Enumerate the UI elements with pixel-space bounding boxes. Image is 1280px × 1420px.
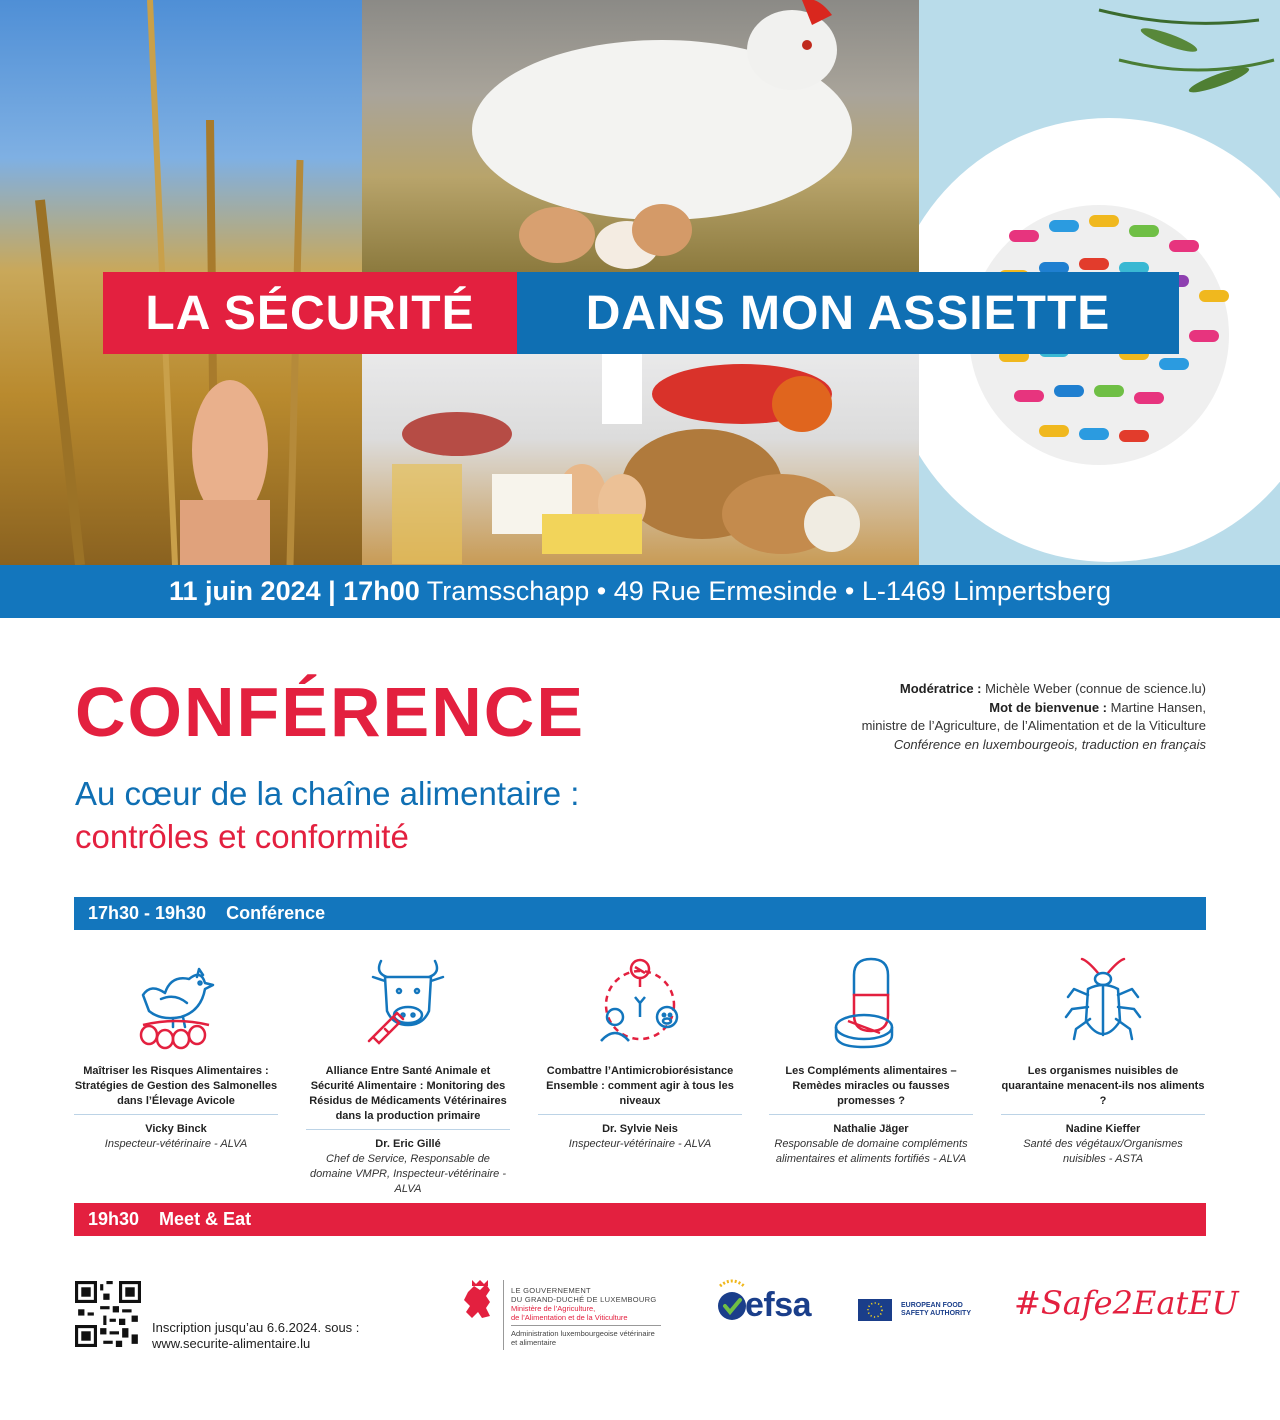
- gov-line-3: Ministère de l’Agriculture,: [511, 1304, 596, 1313]
- efsa-authority-line-1: EUROPEAN FOOD: [901, 1302, 963, 1309]
- divider: [503, 1280, 504, 1350]
- talk-item: [74, 955, 278, 1152]
- gov-line-4: de l’Alimentation et de la Viticulture: [511, 1313, 628, 1322]
- gov-line-6: et alimentaire: [511, 1338, 557, 1347]
- welcome-value: Martine Hansen,: [1107, 699, 1206, 715]
- event-meta: [646, 680, 1206, 754]
- qr-code[interactable]: [75, 1281, 141, 1347]
- moderator-label: Modératrice :: [899, 681, 982, 696]
- one-health-icon: [595, 955, 685, 1050]
- divider: [306, 1129, 510, 1130]
- talk-item: [538, 955, 742, 1152]
- welcome-role: ministre de l’Agriculture, de l’Alimentation et de la Viticulture: [861, 718, 1206, 733]
- talk-title: Combattre l’Antimicrobiorésistance Ensemble : comment agir à tous les niveaux: [546, 1065, 734, 1107]
- language-note: Conférence en luxembourgeois, traduction en français: [893, 736, 1206, 752]
- moderator-value: Michèle Weber (connue de science.lu): [981, 681, 1206, 696]
- divider: [769, 1114, 973, 1115]
- talk-title: Maîtriser les Risques Alimentaires : Stratégies de Gestion des Salmonelles dans l’Élevage Avicole: [74, 1065, 278, 1107]
- luxembourg-lion-logo: [460, 1278, 500, 1358]
- talk-speaker: Vicky Binck: [145, 1123, 207, 1135]
- divider: [511, 1325, 661, 1326]
- meet-eat-bar: [74, 1203, 1206, 1236]
- registration-link[interactable]: www.securite-alimentaire.lu: [152, 1336, 311, 1351]
- event-date: 11 juin 2024 | 17h00: [169, 576, 420, 606]
- moderator-line: [646, 680, 1206, 699]
- session-label: Conférence: [226, 903, 326, 923]
- session-time: 17h30 - 19h30: [88, 903, 207, 923]
- talk-speaker: Nadine Kieffer: [1065, 1123, 1141, 1135]
- session-bar: [74, 897, 1206, 930]
- beetle-icon: [1058, 955, 1148, 1050]
- talk-speaker: Dr. Eric Gillé: [375, 1138, 441, 1150]
- efsa-authority-line-2: SAFETY AUTHORITY: [901, 1310, 972, 1317]
- registration-deadline: Inscription jusqu’au 6.6.2024. sous :: [152, 1320, 360, 1335]
- divider: [538, 1114, 742, 1115]
- talk-item: [306, 955, 510, 1197]
- meet-label: Meet & Eat: [159, 1209, 252, 1229]
- hero-banner: [0, 0, 1280, 565]
- welcome-line: [646, 699, 1206, 718]
- registration-info: [152, 1320, 359, 1352]
- event-venue: Tramsschapp • 49 Rue Ermesinde • L-1469 Limpertsberg: [419, 576, 1111, 606]
- gov-line-5: Administration luxembourgeoise vétérinaire: [511, 1329, 655, 1338]
- talk-speaker-role: Santé des végétaux/Organismes nuisibles - ASTA: [1023, 1138, 1183, 1165]
- talk-title: Les Compléments alimentaires – Remèdes miracles ou fausses promesses ?: [785, 1065, 957, 1107]
- campaign-hashtag: #Safe2EatEU: [1014, 1284, 1239, 1322]
- hen-icon: [131, 955, 221, 1050]
- efsa-check-icon: [716, 1276, 748, 1324]
- event-info-bar: [0, 565, 1280, 618]
- talk-title: Alliance Entre Santé Animale et Sécurité Alimentaire : Monitoring des Résidus de Médicaments Vétérinaires dans la production primaire: [309, 1065, 507, 1122]
- talk-speaker-role: Chef de Service, Responsable de domaine VMPR, Inspecteur-vétérinaire - ALVA: [309, 1153, 507, 1195]
- welcome-label: Mot de bienvenue :: [989, 699, 1107, 715]
- efsa-authority-text: [901, 1302, 971, 1318]
- conference-title: CONFÉRENCE: [75, 673, 586, 751]
- title-band-left: LA SÉCURITÉ: [103, 272, 517, 354]
- title-band-right: DANS MON ASSIETTE: [517, 272, 1179, 354]
- cow-syringe-icon: [363, 955, 453, 1050]
- talk-speaker-role: Inspecteur-vétérinaire - ALVA: [568, 1138, 712, 1150]
- efsa-logo-text: efsa: [745, 1286, 812, 1324]
- conference-subtitle-line2: contrôles et conformité: [75, 818, 409, 855]
- talk-item: [1001, 955, 1205, 1167]
- talk-speaker: Nathalie Jäger: [833, 1123, 909, 1135]
- talk-speaker-role: Responsable de domaine compléments alimentaires et aliments fortifiés - ALVA: [774, 1138, 968, 1165]
- eu-flag-icon: [858, 1299, 892, 1321]
- meet-time: 19h30: [88, 1209, 140, 1229]
- talk-item: [769, 955, 973, 1167]
- government-logo-text: [511, 1286, 661, 1347]
- conference-subtitle-line1: Au cœur de la chaîne alimentaire :: [75, 775, 580, 812]
- talk-speaker: Dr. Sylvie Neis: [602, 1123, 678, 1135]
- food-assortment-photo: [362, 354, 919, 565]
- talk-speaker-role: Inspecteur-vétérinaire - ALVA: [104, 1138, 248, 1150]
- divider: [74, 1114, 278, 1115]
- divider: [1001, 1114, 1205, 1115]
- talk-title: Les organismes nuisibles de quarantaine menacent-ils nos aliments ?: [1001, 1065, 1205, 1107]
- supplement-pills-icon: [826, 955, 916, 1050]
- hen-photo: [362, 0, 919, 272]
- gov-line-2: DU GRAND-DUCHÉ DE LUXEMBOURG: [511, 1295, 657, 1304]
- gov-line-1: LE GOUVERNEMENT: [511, 1286, 591, 1295]
